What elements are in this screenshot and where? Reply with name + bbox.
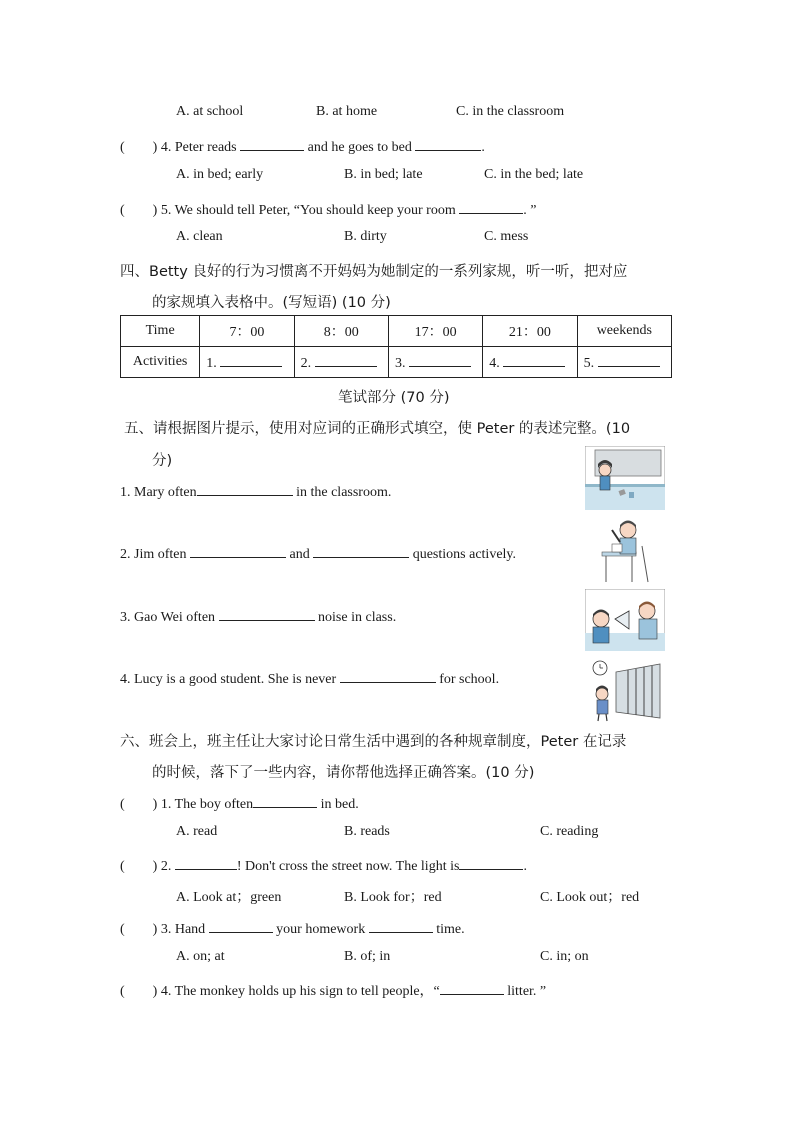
answer-blank[interactable] bbox=[197, 481, 293, 496]
table-row bbox=[121, 347, 672, 378]
activity-cell[interactable] bbox=[200, 347, 294, 378]
slot-number: 1. bbox=[206, 356, 217, 371]
item-text: 4. Lucy is a good student. She is never bbox=[120, 672, 337, 687]
answer-blank[interactable] bbox=[175, 855, 237, 870]
question-text: 4. The monkey holds up his sign to tell people，“ bbox=[160, 984, 440, 999]
answer-blank[interactable] bbox=[190, 543, 286, 558]
option-a: A. read bbox=[176, 824, 218, 839]
item-text: and bbox=[289, 547, 310, 562]
activity-cell[interactable] bbox=[294, 347, 388, 378]
q3-option-b: B. at home bbox=[316, 104, 378, 119]
written-part-title: 笔试部分 (70 分) bbox=[338, 390, 450, 406]
answer-blank[interactable] bbox=[219, 606, 315, 621]
time-cell: 8：00 bbox=[294, 316, 388, 347]
answer-blank[interactable] bbox=[503, 352, 565, 367]
slot-number: 2. bbox=[300, 356, 312, 371]
q4-text-b: and he goes to bed bbox=[307, 140, 412, 155]
answer-blank[interactable] bbox=[369, 918, 433, 933]
section5-item-3 bbox=[120, 606, 396, 626]
option-c: C. in; on bbox=[540, 949, 589, 964]
section5-heading-cont: 分) bbox=[152, 453, 173, 469]
answer-blank[interactable] bbox=[415, 136, 481, 151]
option-a: A. on; at bbox=[176, 949, 225, 964]
answer-blank[interactable] bbox=[209, 918, 273, 933]
activity-cell[interactable] bbox=[483, 347, 577, 378]
option-b: B. reads bbox=[344, 824, 390, 839]
question-text: 3. Hand bbox=[160, 922, 206, 937]
girl-at-school-gate-illustration bbox=[586, 658, 664, 722]
section6-heading-cont: 的时候，落下了一些内容，请你帮他选择正确答案。(10 分) bbox=[152, 765, 535, 781]
answer-blank[interactable] bbox=[240, 136, 304, 151]
q4-end: . bbox=[481, 140, 485, 155]
q5-option-b: B. dirty bbox=[344, 229, 387, 244]
q4-option-c: C. in the bed; late bbox=[484, 167, 584, 182]
option-c: C. reading bbox=[540, 824, 599, 839]
slot-number: 3. bbox=[394, 356, 406, 371]
q4-option-a: A. in bed; early bbox=[176, 167, 264, 182]
house-rules-table bbox=[120, 315, 672, 378]
table-row bbox=[121, 316, 672, 347]
question-text: in bed. bbox=[320, 797, 359, 812]
item-text: 3. Gao Wei often bbox=[120, 610, 216, 625]
boy-making-noise-illustration bbox=[585, 589, 665, 651]
answer-blank[interactable] bbox=[440, 980, 504, 995]
answer-blank[interactable] bbox=[220, 352, 282, 367]
q4-stem bbox=[120, 136, 485, 156]
answer-paren[interactable]: ( ) bbox=[120, 922, 158, 937]
q5-stem bbox=[120, 199, 536, 219]
answer-blank[interactable] bbox=[598, 352, 660, 367]
item-text: questions actively. bbox=[412, 547, 517, 562]
question-text: 2. bbox=[160, 859, 172, 874]
section5-heading: 五、请根据图片提示，使用对应词的正确形式填空，使 Peter 的表述完整。(10 bbox=[124, 421, 631, 437]
question-text: litter. ” bbox=[507, 984, 547, 999]
section5-item-4 bbox=[120, 668, 499, 688]
time-cell: 17：00 bbox=[388, 316, 482, 347]
option-c: C. Look out；red bbox=[540, 890, 640, 905]
slot-number: 5. bbox=[583, 356, 595, 371]
section6-q2 bbox=[120, 855, 527, 875]
boy-answering-question-illustration bbox=[598, 516, 656, 584]
time-cell: 7：00 bbox=[200, 316, 294, 347]
section4-heading: 四、Betty 良好的行为习惯离不开妈妈为她制定的一系列家规，听一听，把对应 bbox=[120, 264, 628, 280]
time-cell: 21：00 bbox=[483, 316, 577, 347]
answer-blank[interactable] bbox=[315, 352, 377, 367]
question-text: . bbox=[523, 859, 527, 874]
section5-item-1 bbox=[120, 481, 391, 501]
answer-blank[interactable] bbox=[253, 793, 317, 808]
answer-blank[interactable] bbox=[459, 199, 523, 214]
item-text: noise in class. bbox=[318, 610, 397, 625]
section5-item-2 bbox=[120, 543, 516, 563]
option-a: A. Look at；green bbox=[176, 890, 282, 905]
answer-paren[interactable]: ( ) bbox=[120, 203, 158, 218]
answer-blank[interactable] bbox=[459, 855, 523, 870]
section4-heading-cont: 的家规填入表格中。(写短语) (10 分) bbox=[152, 295, 391, 311]
answer-paren[interactable]: ( ) bbox=[120, 984, 158, 999]
item-text: in the classroom. bbox=[296, 485, 392, 500]
item-text: 1. Mary often bbox=[120, 485, 197, 500]
time-header: Time bbox=[121, 316, 200, 347]
q5-option-c: C. mess bbox=[484, 229, 529, 244]
q4-option-b: B. in bed; late bbox=[344, 167, 423, 182]
section6-q4 bbox=[120, 980, 546, 1000]
girl-in-classroom-illustration bbox=[585, 446, 665, 510]
answer-blank[interactable] bbox=[409, 352, 471, 367]
question-text: your homework bbox=[276, 922, 366, 937]
activity-cell[interactable] bbox=[388, 347, 482, 378]
q4-text-a: 4. Peter reads bbox=[160, 140, 237, 155]
option-b: B. of; in bbox=[344, 949, 391, 964]
q5-end: . ” bbox=[523, 203, 537, 218]
answer-blank[interactable] bbox=[340, 668, 436, 683]
q5-text: 5. We should tell Peter, “You should keep your room bbox=[160, 203, 456, 218]
time-cell: weekends bbox=[577, 316, 671, 347]
slot-number: 4. bbox=[489, 356, 500, 371]
section6-heading: 六、班会上，班主任让大家讨论日常生活中遇到的各种规章制度，Peter 在记录 bbox=[120, 734, 627, 750]
question-text: 1. The boy often bbox=[160, 797, 254, 812]
item-text: 2. Jim often bbox=[120, 547, 187, 562]
answer-paren[interactable]: ( ) bbox=[120, 859, 158, 874]
question-text: ! Don't cross the street now. The light is bbox=[236, 859, 460, 874]
answer-blank[interactable] bbox=[313, 543, 409, 558]
item-text: for school. bbox=[439, 672, 500, 687]
question-text: time. bbox=[436, 922, 465, 937]
activities-header: Activities bbox=[121, 347, 200, 378]
q3-option-a: A. at school bbox=[176, 104, 244, 119]
option-b: B. Look for；red bbox=[344, 890, 442, 905]
section6-q3 bbox=[120, 918, 465, 938]
answer-paren[interactable]: ( ) bbox=[120, 140, 158, 155]
q5-option-a: A. clean bbox=[176, 229, 223, 244]
activity-cell[interactable] bbox=[577, 347, 671, 378]
answer-paren[interactable]: ( ) bbox=[120, 797, 158, 812]
q3-option-c: C. in the classroom bbox=[456, 104, 565, 119]
section6-q1 bbox=[120, 793, 359, 813]
